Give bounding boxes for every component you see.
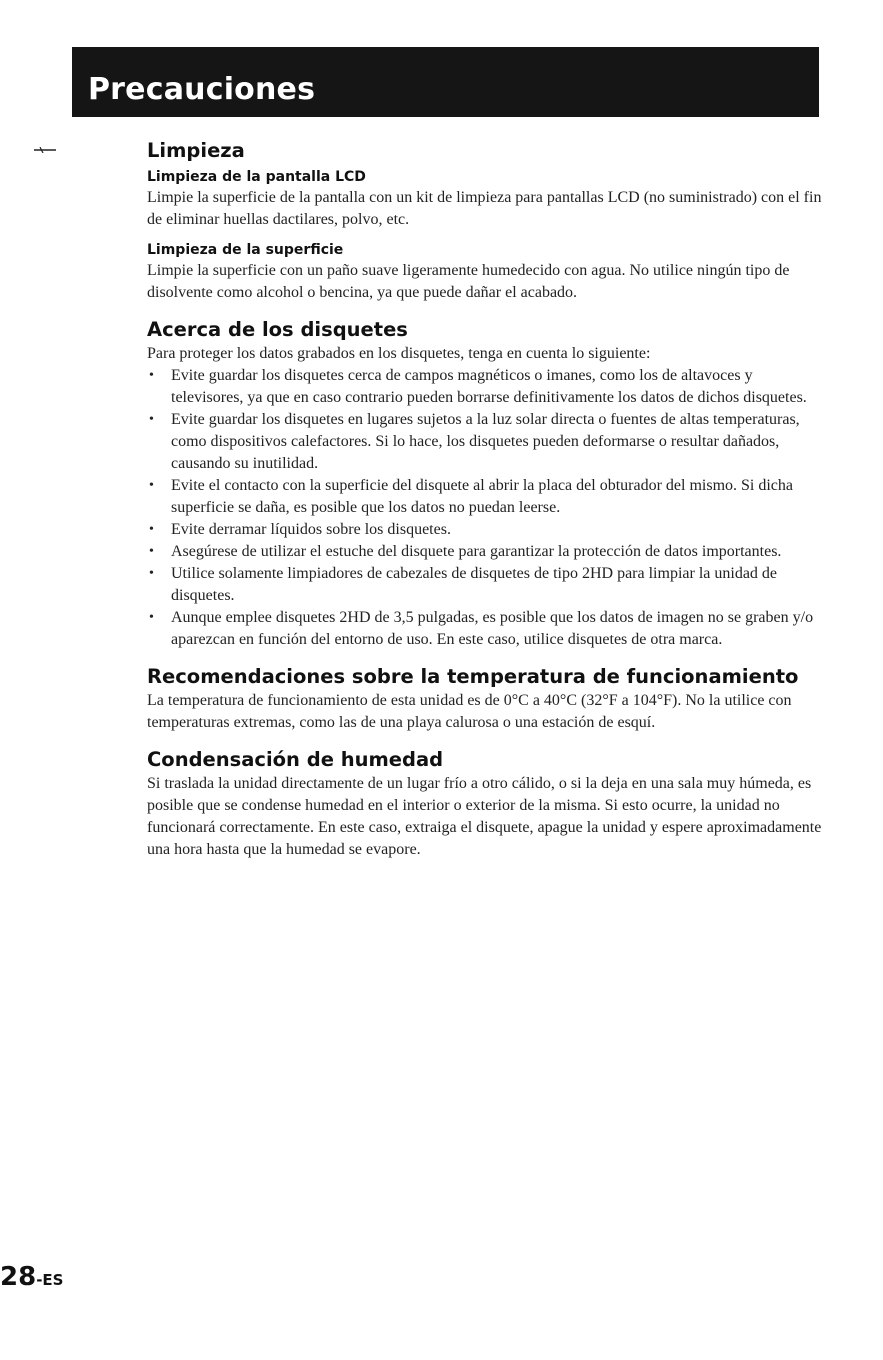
section-title-limpieza: Limpieza	[147, 139, 245, 162]
page-number	[0, 1261, 63, 1296]
paragraph-disquetes-intro: Para proteger los datos grabados en los disquetes, tenga en cuenta lo siguiente:	[147, 345, 651, 362]
list-item: • Asegúrese de utilizar el estuche del disquete para garantizar la protección de datos importantes.	[147, 541, 827, 563]
bullet-icon: •	[149, 522, 154, 537]
bullet-icon: •	[149, 412, 154, 427]
bullet-icon: •	[149, 610, 154, 625]
list-item: • Evite guardar los disquetes en lugares sujetos a la luz solar directa o fuentes de altas temperaturas, como dispositivos calefactores. Si lo hace, los disquetes pueden deformarse o resultar dañados, causando su inutilidad.	[149, 411, 800, 472]
bullet-icon: •	[149, 566, 154, 581]
list-item: • Evite derramar líquidos sobre los disquetes.	[147, 519, 827, 541]
subsection-title-pantalla: Limpieza de la pantalla LCD	[147, 169, 366, 185]
paragraph-superficie: Limpie la superficie con un paño suave ligeramente humedecido con agua. No utilice ningún tipo de disolvente como alcohol o bencina, ya que puede dañar el acabado.	[147, 262, 790, 301]
page-number-suffix: -ES	[36, 1271, 64, 1289]
page-title: Precauciones	[88, 72, 316, 107]
paragraph-temperatura: La temperatura de funcionamiento de esta unidad es de 0°C a 40°C (32°F a 104°F). No la utilice con temperaturas extremas, como las de una playa calurosa o una estación de esquí.	[147, 692, 792, 731]
subsection-title-superficie: Limpieza de la superficie	[147, 242, 344, 258]
paragraph-pantalla: Limpie la superficie de la pantalla con un kit de limpieza para pantallas LCD (no suministrado) con el fin de eliminar huellas dactilares, polvo, etc.	[147, 189, 822, 228]
list-item: • Utilice solamente limpiadores de cabezales de disquetes de tipo 2HD para limpiar la unidad de disquetes.	[149, 565, 778, 604]
section-title-temperatura: Recomendaciones sobre la temperatura de funcionamiento	[147, 665, 799, 688]
list-item: • Aunque emplee disquetes 2HD de 3,5 pulgadas, es posible que los datos de imagen no se graben y/o aparezcan en función del entorno de uso. En este caso, utilice disquetes de otra marca.	[149, 609, 814, 648]
bullet-icon: •	[149, 478, 154, 493]
list-item: • Evite guardar los disquetes cerca de campos magnéticos o imanes, como los de altavoces y televisores, ya que en caso contrario pueden borrarse definitivamente los datos de dichos disquetes.	[149, 367, 807, 406]
bullet-icon: •	[149, 544, 154, 559]
section-title-condensacion: Condensación de humedad	[147, 748, 444, 771]
page-number-value: 28	[0, 1262, 37, 1292]
paragraph-condensacion: Si traslada la unidad directamente de un lugar frío a otro cálido, o si la deja en una sala muy húmeda, es posible que se condense humedad en el interior o exterior de la misma. Si esto ocurre, la unidad no funcionará correctamente. En este caso, extraiga el disquete, apague la unidad y espere aproximadamente una hora hasta que la humedad se evapore.	[147, 775, 822, 858]
content	[147, 138, 827, 861]
bullet-icon: •	[149, 368, 154, 383]
list-item: • Evite el contacto con la superficie del disquete al abrir la placa del obturador del mismo. Si dicha superficie se daña, es posible que los datos no puedan leerse.	[149, 477, 793, 516]
bullet-list-disquetes	[147, 365, 827, 651]
section-title-disquetes: Acerca de los disquetes	[147, 318, 408, 341]
registration-mark	[34, 147, 56, 153]
